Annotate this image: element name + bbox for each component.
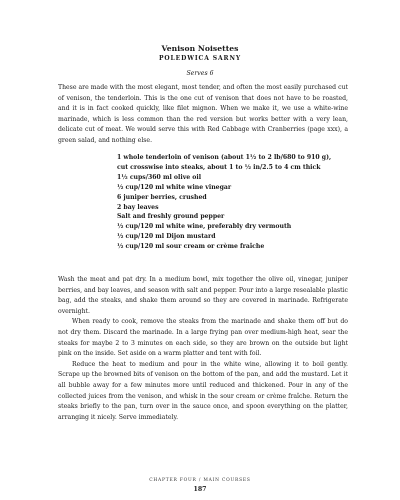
recipe-serves: Serves 6 [186,70,214,77]
ingredient-item: ½ cup/120 ml white wine, preferably dry vermouth [117,223,292,231]
ingredient-item: ½ cup/120 ml sour cream or crème fraîche [117,243,265,251]
intro-paragraph: These are made with the most elegant, most tender, and often the most easily purchased cut of venison, the tenderloin. This is the one cut of venison that does not have to be roasted, and it is in fact cooked quickly, like filet mignon. When we make it, we use a white-wine marinade, which is less common than the red version but works better with a very lean, delicate cut of meat. We would serve this with Red Cabbage with Cranberries (page xxx), a green salad, and nothing else. [58,84,348,144]
recipe-subtitle: POLEDWICA SARNY [158,55,242,62]
ingredient-item: 2 bay leaves [117,203,159,211]
method-paragraph: Reduce the heat to medium and pour in the white wine, allowing it to boil gently. Scrape up the browned bits of venison on the bottom of the pan, and add the mustard. Let it all bubble away for a few minutes more until reduced and thickened. Pour in any of the collected juices from the venison, and whisk in the sour cream or crème fraîche. Return the steaks briefly to the pan, turn over in the sauce once, and spoon everything on the platter, arranging it nicely. Serve immediately. [58,360,348,421]
ingredient-item: cut crosswise into steaks, about 1 to ½ in/2.5 to 4 cm thick [117,163,321,171]
ingredient-list [117,153,357,252]
method-paragraph: When ready to cook, remove the steaks from the marinade and shake them off but do not dry them. Discard the marinade. In a large frying pan over medium-high heat, sear the steaks for maybe 2 to 3 minutes on each side, so they are brown on the outside but light pink on the inside. Set aside on a warm platter and tent with foil. [58,318,348,358]
ingredient-item: 1 whole tenderloin of venison (about 1½ to 2 lb/680 to 910 g), [117,154,332,161]
chapter-footer: CHAPTER FOUR / MAIN COURSES [149,478,251,483]
ingredient-item: ½ cup/120 ml white wine vinegar [117,183,232,191]
ingredient-item: 1½ cups/360 ml olive oil [117,173,202,181]
method-paragraph: Wash the meat and pat dry. In a medium bowl, mix together the olive oil, vinegar, juniper berries, and bay leaves, and season with salt and pepper. Pour into a large resealable plastic bag, add the steaks, and shake them around so they are covered in marinade. Refrigerate overnight. [58,276,348,315]
page-number: 187 [193,486,207,493]
ingredient-item: 6 juniper berries, crushed [117,193,207,201]
recipe-intro [58,83,348,147]
recipe-method [58,275,348,423]
recipe-title: Venison Noisettes [161,44,239,53]
ingredient-item: ½ cup/120 ml Dijon mustard [117,233,216,241]
ingredient-item: Salt and freshly ground pepper [117,213,225,221]
